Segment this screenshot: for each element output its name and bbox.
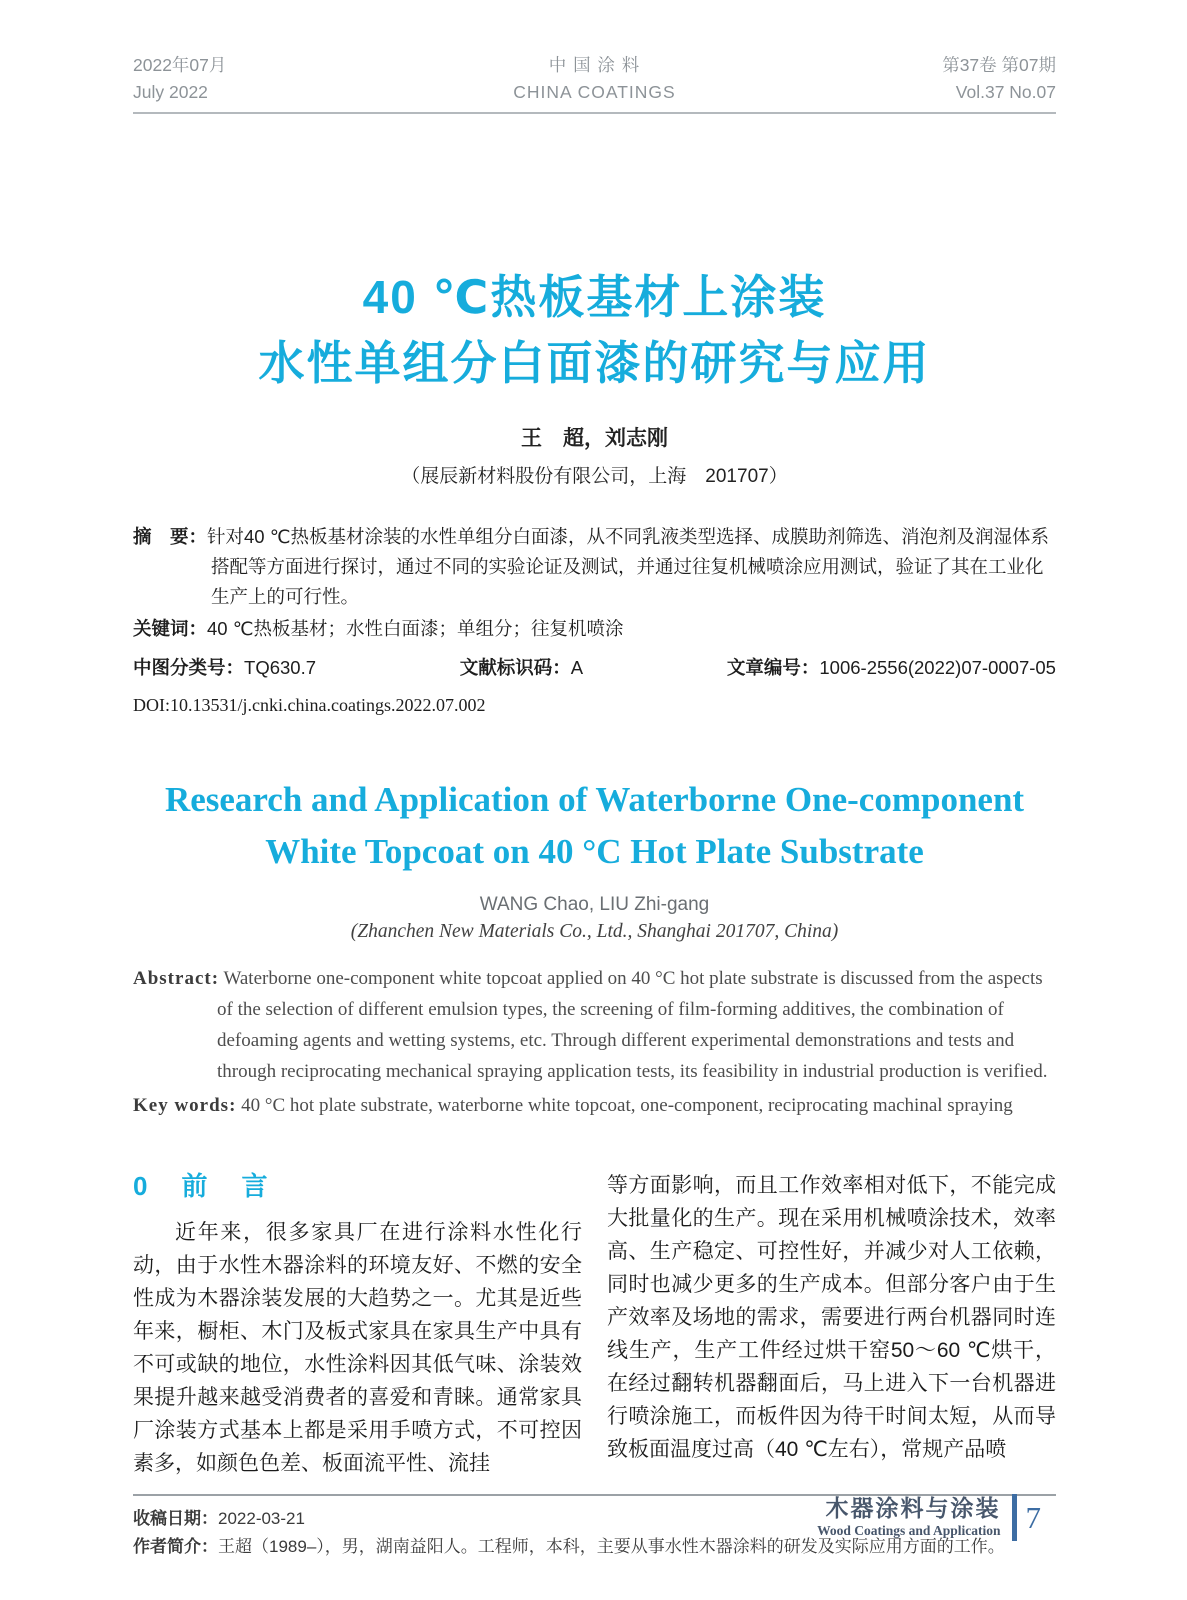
abstract-cn-text: 针对40 ℃热板基材涂装的水性单组分白面漆，从不同乳液类型选择、成膜助剂筛选、消泡剂及润湿体系搭配等方面进行探讨，通过不同的实验论证及测试，并通过往复机械喷涂应用测试，验证了其在工业化生产上的可行性。 xyxy=(207,526,1050,607)
abstract-en-label: Abstract: xyxy=(133,968,220,989)
header-issue-date xyxy=(133,52,410,106)
abstract-en xyxy=(133,963,1056,1087)
article-title-cn-line2: 水性单组分白面漆的研究与应用 xyxy=(258,337,931,389)
author-bio-text: 王超（1989–），男，湖南益阳人。工程师，本科，主要从事水性木器涂料的研发及实际应用方面的工作。 xyxy=(218,1537,1005,1556)
abstract-cn-label: 摘 要： xyxy=(133,526,208,547)
chinese-meta-block xyxy=(133,522,1056,720)
journal-header xyxy=(133,0,1056,114)
authors-en: WANG Chao, LIU Zhi-gang xyxy=(479,894,710,915)
journal-section-cn: 木器涂料与涂装 xyxy=(825,1495,1001,1521)
keywords-cn-text: 40 ℃热板基材；水性白面漆；单组分；往复机喷涂 xyxy=(207,618,624,639)
page-number: 7 xyxy=(1025,1499,1041,1535)
volume-issue-cn: 第37卷 第07期 xyxy=(942,55,1056,75)
clc-value: TQ630.7 xyxy=(244,657,317,678)
journal-name-en: CHINA COATINGS xyxy=(513,82,676,102)
keywords-cn-label: 关键词： xyxy=(133,618,208,639)
body-paragraph-left: 近年来，很多家具厂在进行涂料水性化行动，由于水性木器涂料的环境友好、不燃的安全性成为木器涂装发展的大趋势之一。尤其是近些年来，橱柜、木门及板式家具在家具生产中具有不可或缺的地位，水性涂料因其低气味、涂装效果提升越来越受消费者的喜爱和青睐。通常家具厂涂装方式基本上都是采用手喷方式，不可控因素多，如颜色色差、板面流平性、流挂 xyxy=(133,1221,582,1475)
article-title-cn xyxy=(133,264,1056,396)
journal-header-row xyxy=(133,52,1056,114)
english-meta-block xyxy=(133,963,1056,1121)
journal-name xyxy=(410,52,779,106)
document-code-value: A xyxy=(570,657,584,678)
abstract-en-text: Waterborne one-component white topcoat applied on 40 °C hot plate substrate is discussed from the aspects of the selection of different emulsion types, the screening of film-forming additives, the combination of defoaming agents and wetting systems, etc. Through different experimental demonstrations and tests and through reciprocating mechanical spraying application tests, its feasibility in industrial production is verified. xyxy=(217,968,1048,1082)
journal-section-en: Wood Coatings and Application xyxy=(817,1523,1001,1538)
keywords-en-text: 40 °C hot plate substrate, waterborne white topcoat, one-component, reciprocating machinal spraying xyxy=(241,1095,1013,1116)
header-volume-issue xyxy=(779,52,1056,106)
journal-name-cn: 中 国 涂 料 xyxy=(548,55,641,75)
classification-row xyxy=(133,653,1056,683)
article-title-en xyxy=(133,774,1056,878)
article-number xyxy=(727,653,1056,683)
document-code xyxy=(460,653,583,683)
doi: DOI:10.13531/j.cnki.china.coatings.2022.07.002 xyxy=(133,695,486,715)
affiliation-en: (Zhanchen New Materials Co., Ltd., Shanghai 201707, China) xyxy=(350,921,839,942)
keywords-en xyxy=(133,1090,1056,1121)
received-date-value: 2022-03-21 xyxy=(218,1509,305,1528)
issue-date-en: July 2022 xyxy=(133,82,208,102)
body-paragraph-right: 等方面影响，而且工作效率相对低下，不能完成大批量化的生产。现在采用机械喷涂技术，效率高、生产稳定、可控性好，并减少对人工依赖，同时也减少更多的生产成本。但部分客户由于生产效率及场地的需求，需要进行两台机器同时连线生产，生产工件经过烘干窑50～60 ℃烘干，在经过翻转机器翻面后，马上进入下一台机器进行喷涂施工，而板件因为待干时间太短，从而导致板面温度过高（40 ℃左右），常规产品喷 xyxy=(607,1174,1056,1461)
page-footer-divider-bar xyxy=(1012,1494,1017,1541)
article-title-en-line1: Research and Application of Waterborne One-component xyxy=(164,780,1025,819)
body-column-left xyxy=(133,1169,582,1480)
body-column-right xyxy=(607,1169,1056,1480)
article-number-value: 1006-2556(2022)07-0007-05 xyxy=(819,657,1056,678)
abstract-cn xyxy=(133,522,1056,612)
document-code-label: 文献标识码： xyxy=(459,657,571,678)
received-date-label: 收稿日期： xyxy=(133,1509,218,1528)
keywords-cn xyxy=(133,614,1056,644)
keywords-en-label: Key words: xyxy=(133,1095,237,1116)
affiliation-cn: （展辰新材料股份有限公司，上海 201707） xyxy=(401,466,788,487)
page-footer xyxy=(817,1494,1041,1541)
article-title-en-line2: White Topcoat on 40 °C Hot Plate Substrate xyxy=(265,832,924,871)
clc-number xyxy=(133,653,316,683)
journal-section-name xyxy=(817,1495,1000,1540)
clc-label: 中图分类号： xyxy=(133,657,245,678)
authors-cn: 王 超，刘志刚 xyxy=(521,427,668,450)
section-heading-intro: 0 前 言 xyxy=(133,1171,272,1201)
volume-issue-en: Vol.37 No.07 xyxy=(955,82,1056,102)
issue-date-cn: 2022年07月 xyxy=(133,55,227,75)
body-columns xyxy=(133,1169,1056,1480)
article-title-cn-line1: 40 ℃热板基材上涂装 xyxy=(362,271,827,323)
article-number-label: 文章编号： xyxy=(726,657,820,678)
author-bio-label: 作者简介： xyxy=(133,1537,218,1556)
